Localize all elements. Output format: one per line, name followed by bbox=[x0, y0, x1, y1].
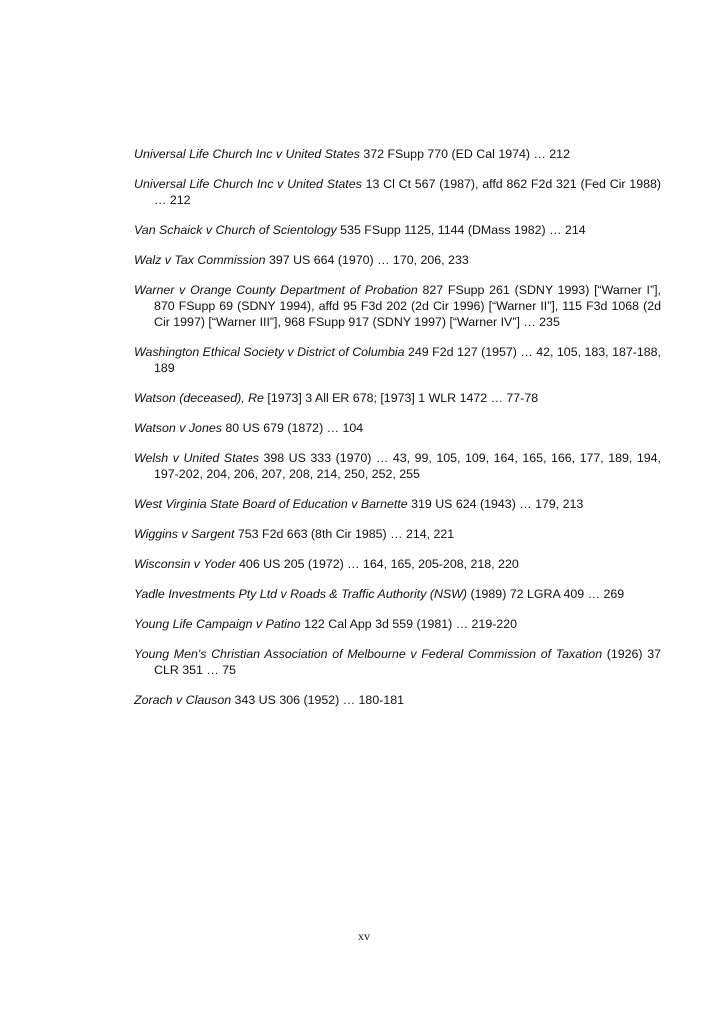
case-citation: 397 US 664 (1970) … 170, 206, 233 bbox=[265, 253, 469, 267]
case-citation: 372 FSupp 770 (ED Cal 1974) … 212 bbox=[359, 147, 570, 161]
case-entry bbox=[134, 556, 661, 572]
case-entry bbox=[134, 146, 661, 162]
case-name: Universal Life Church Inc v United States bbox=[134, 177, 362, 191]
case-citation: 753 F2d 663 (8th Cir 1985) … 214, 221 bbox=[234, 527, 455, 541]
case-name: Warner v Orange County Department of Probation bbox=[134, 283, 418, 297]
case-citation: 406 US 205 (1972) … 164, 165, 205-208, 218, 220 bbox=[235, 557, 519, 571]
case-entry bbox=[134, 526, 661, 542]
case-name: Watson v Jones bbox=[134, 421, 222, 435]
case-entry bbox=[134, 496, 661, 512]
case-name: Welsh v United States bbox=[134, 451, 259, 465]
case-citation: 122 Cal App 3d 559 (1981) … 219-220 bbox=[300, 617, 518, 631]
case-name: Wiggins v Sargent bbox=[134, 527, 235, 541]
case-name: Yadle Investments Pty Ltd v Roads & Traffic Authority (NSW) bbox=[134, 587, 468, 601]
case-name: Washington Ethical Society v District of Columbia bbox=[134, 345, 405, 359]
case-name: Young Life Campaign v Patino bbox=[134, 617, 301, 631]
case-name: Watson (deceased), Re bbox=[134, 391, 264, 405]
case-name: Zorach v Clauson bbox=[134, 693, 232, 707]
case-citation: (1989) 72 LGRA 409 … 269 bbox=[467, 587, 625, 601]
case-name: Universal Life Church Inc v United States bbox=[134, 147, 360, 161]
case-entry bbox=[134, 420, 661, 436]
case-citation: 827 FSupp 261 (SDNY 1993) [“Warner I”], 870 FSupp 69 (SDNY 1994), affd 95 F3d 202 (2d Cir 1996) [“Warner II”], 115 F3d 1068 (2d Cir 1997) [“Warner III”], 968 FSupp 917 (SDNY 1997) [“Warner IV”] … 235 bbox=[154, 283, 661, 329]
case-entry bbox=[134, 586, 661, 602]
case-citation: 249 F2d 127 (1957) … 42, 105, 183, 187-188, 189 bbox=[154, 345, 661, 375]
case-entry bbox=[134, 450, 661, 482]
case-entry bbox=[134, 176, 661, 208]
case-entry bbox=[134, 282, 661, 330]
case-name: West Virginia State Board of Education v Barnette bbox=[134, 497, 408, 511]
case-name: Van Schaick v Church of Scientology bbox=[134, 223, 337, 237]
case-entry bbox=[134, 692, 661, 708]
case-name: Young Men's Christian Association of Melbourne v Federal Commission of Taxation bbox=[134, 647, 603, 661]
case-entry bbox=[134, 344, 661, 376]
case-entry bbox=[134, 222, 661, 238]
page-number: xv bbox=[358, 929, 370, 943]
case-entry bbox=[134, 390, 661, 406]
case-name: Walz v Tax Commission bbox=[134, 253, 266, 267]
case-entry bbox=[134, 616, 661, 632]
case-entry bbox=[134, 646, 661, 678]
case-citation: 319 US 624 (1943) … 179, 213 bbox=[407, 497, 584, 511]
case-citation: [1973] 3 All ER 678; [1973] 1 WLR 1472 … 77-78 bbox=[263, 391, 539, 405]
case-citation: 80 US 679 (1872) … 104 bbox=[221, 421, 364, 435]
case-citation: 13 Cl Ct 567 (1987), affd 862 F2d 321 (Fed Cir 1988) … 212 bbox=[154, 177, 661, 207]
case-citation: 398 US 333 (1970) … 43, 99, 105, 109, 164, 165, 166, 177, 189, 194, 197-202, 204, 206, 207, 208, 214, 250, 252, 255 bbox=[154, 451, 662, 481]
table-of-cases bbox=[134, 146, 661, 722]
case-entry bbox=[134, 252, 661, 268]
case-citation: 343 US 306 (1952) … 180-181 bbox=[231, 693, 405, 707]
case-citation: (1926) 37 CLR 351 … 75 bbox=[154, 647, 661, 677]
case-citation: 535 FSupp 1125, 1144 (DMass 1982) … 214 bbox=[336, 223, 586, 237]
case-name: Wisconsin v Yoder bbox=[134, 557, 236, 571]
